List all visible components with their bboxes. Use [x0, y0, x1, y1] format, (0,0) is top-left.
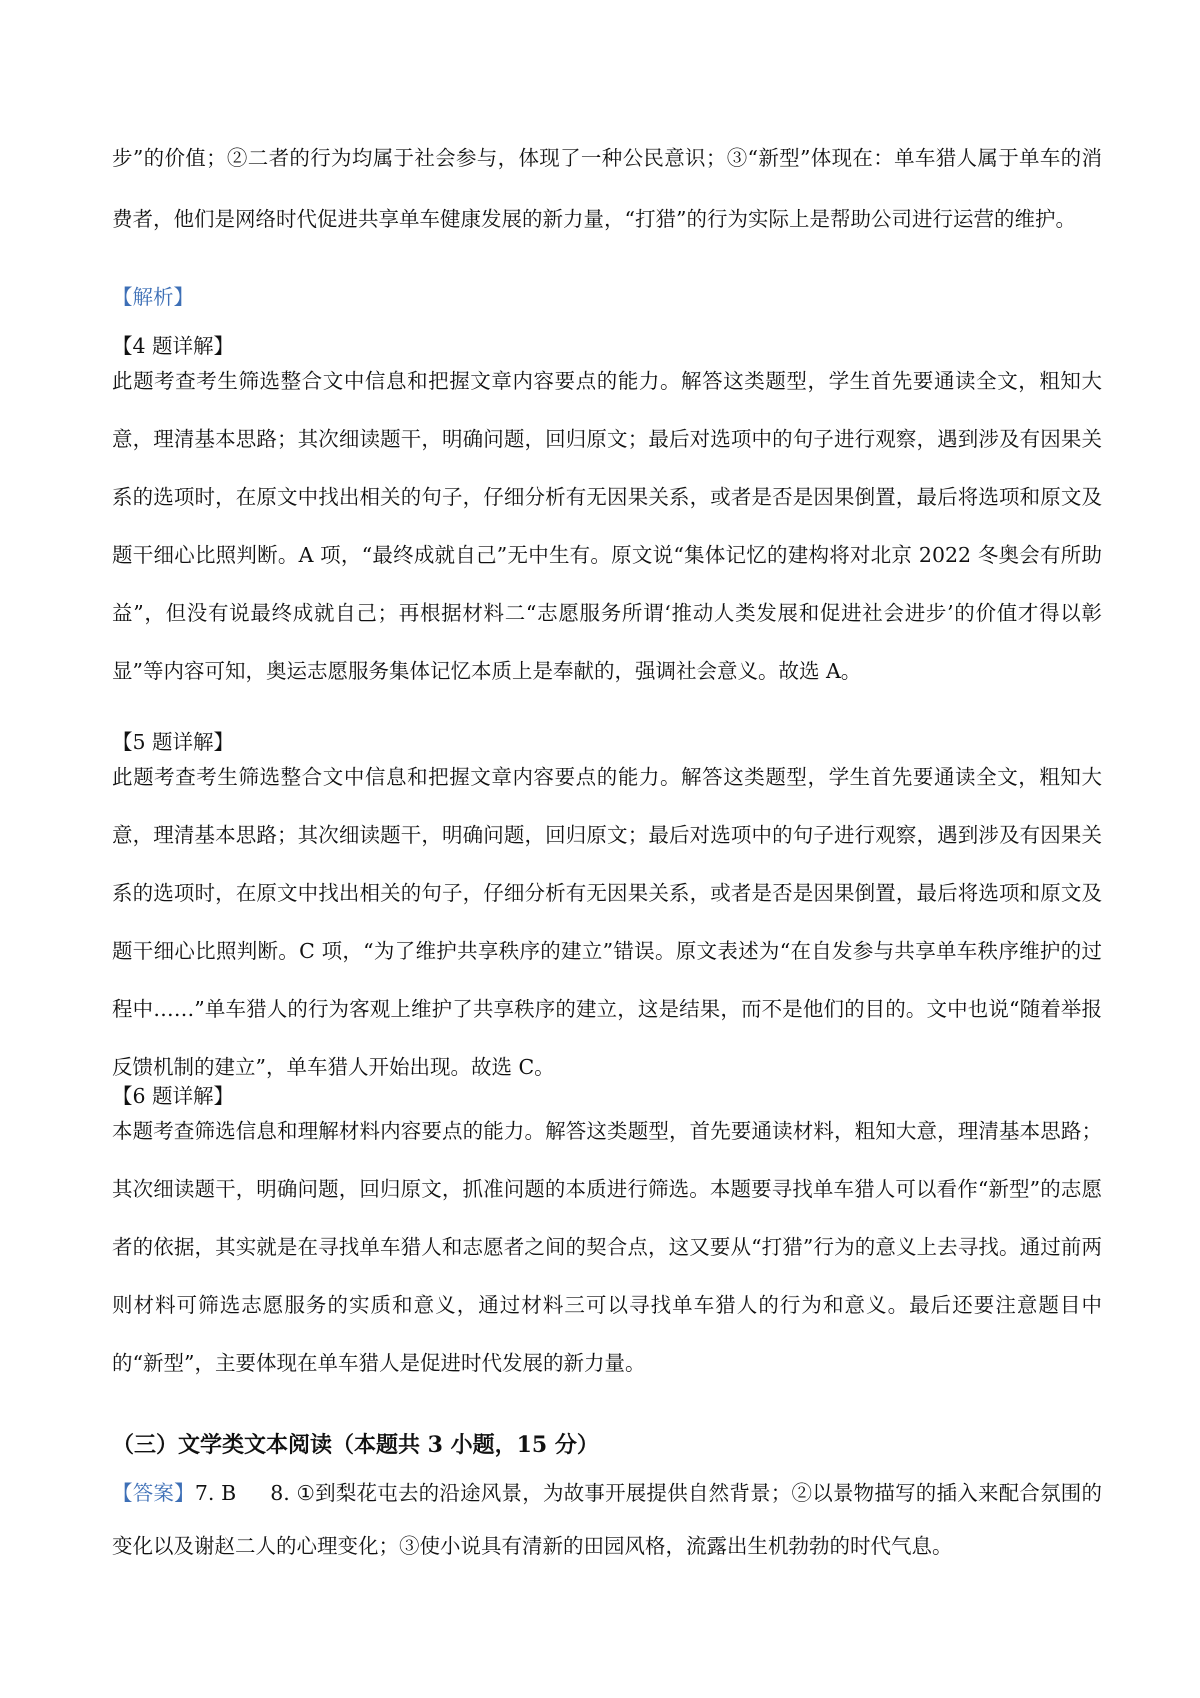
q6-heading: 【6 题详解】: [112, 1084, 235, 1108]
answer-paragraph: [112, 1467, 1102, 1573]
answer-q7: 7. B: [194, 1481, 237, 1505]
q6-paragraph: 本题考查筛选信息和理解材料内容要点的能力。解答这类题型，首先要通读材料，粗知大意，理清基本思路；其次细读题干，明确问题，回归原文，抓准问题的本质进行筛选。本题要寻找单车猎人可以看作“新型”的志愿者的依据，其实就是在寻找单车猎人和志愿者之间的契合点，这又要从“打猎”行为的意义上去寻找。通过前两则材料可筛选志愿服务的实质和意义，通过材料三可以寻找单车猎人的行为和意义。最后还要注意题目中的“新型”，主要体现在单车猎人是促进时代发展的新力量。: [112, 1119, 1102, 1375]
q5-paragraph: 此题考查考生筛选整合文中信息和把握文章内容要点的能力。解答这类题型，学生首先要通读全文，粗知大意，理清基本思路；其次细读题干，明确问题，回归原文；最后对选项中的句子进行观察，遇到涉及有因果关系的选项时，在原文中找出相关的句子，仔细分析有无因果关系，或者是否是因果倒置，最后将选项和原文及题干细心比照判断。C 项，“为了维护共享秩序的建立”错误。原文表述为“在自发参与共享单车秩序维护的过程中……”单车猎人的行为客观上维护了共享秩序的建立，这是结果，而不是他们的目的。文中也说“随着举报反馈机制的建立”，单车猎人开始出现。故选 C。: [112, 765, 1102, 1079]
analysis-label: 【解析】: [112, 285, 194, 309]
q4-paragraph: 此题考查考生筛选整合文中信息和把握文章内容要点的能力。解答这类题型，学生首先要通读全文，粗知大意，理清基本思路；其次细读题干，明确问题，回归原文；最后对选项中的句子进行观察，遇到涉及有因果关系的选项时，在原文中找出相关的句子，仔细分析有无因果关系，或者是否是因果倒置，最后将选项和原文及题干细心比照判断。A 项，“最终成就自己”无中生有。原文说“集体记忆的建构将对北京 2022 冬奥会有所助益”，但没有说最终成就自己；再根据材料二“志愿服务所谓‘推动人类发展和促进社会进步’的价值才得以彰显”等内容可知，奥运志愿服务集体记忆本质上是奉献的，强调社会意义。故选 A。: [112, 369, 1102, 683]
section-3-title: （三）文学类文本阅读（本题共 3 小题，15 分）: [112, 1432, 599, 1458]
answer-q8: 8. ①到梨花屯去的沿途风景，为故事开展提供自然背景；②以景物描写的插入来配合氛围的变化以及谢赵二人的心理变化；③使小说具有清新的田园风格，流露出生机勃勃的时代气息。: [112, 1481, 1103, 1558]
continuation-paragraph: 步”的价值；②二者的行为均属于社会参与，体现了一种公民意识；③“新型”体现在：单车猎人属于单车的消费者，他们是网络时代促进共享单车健康发展的新力量，“打猎”的行为实际上是帮助公司进行运营的维护。: [112, 146, 1102, 231]
q5-heading: 【5 题详解】: [112, 730, 235, 754]
q4-heading: 【4 题详解】: [112, 334, 235, 358]
answer-label: 【答案】: [112, 1481, 195, 1505]
